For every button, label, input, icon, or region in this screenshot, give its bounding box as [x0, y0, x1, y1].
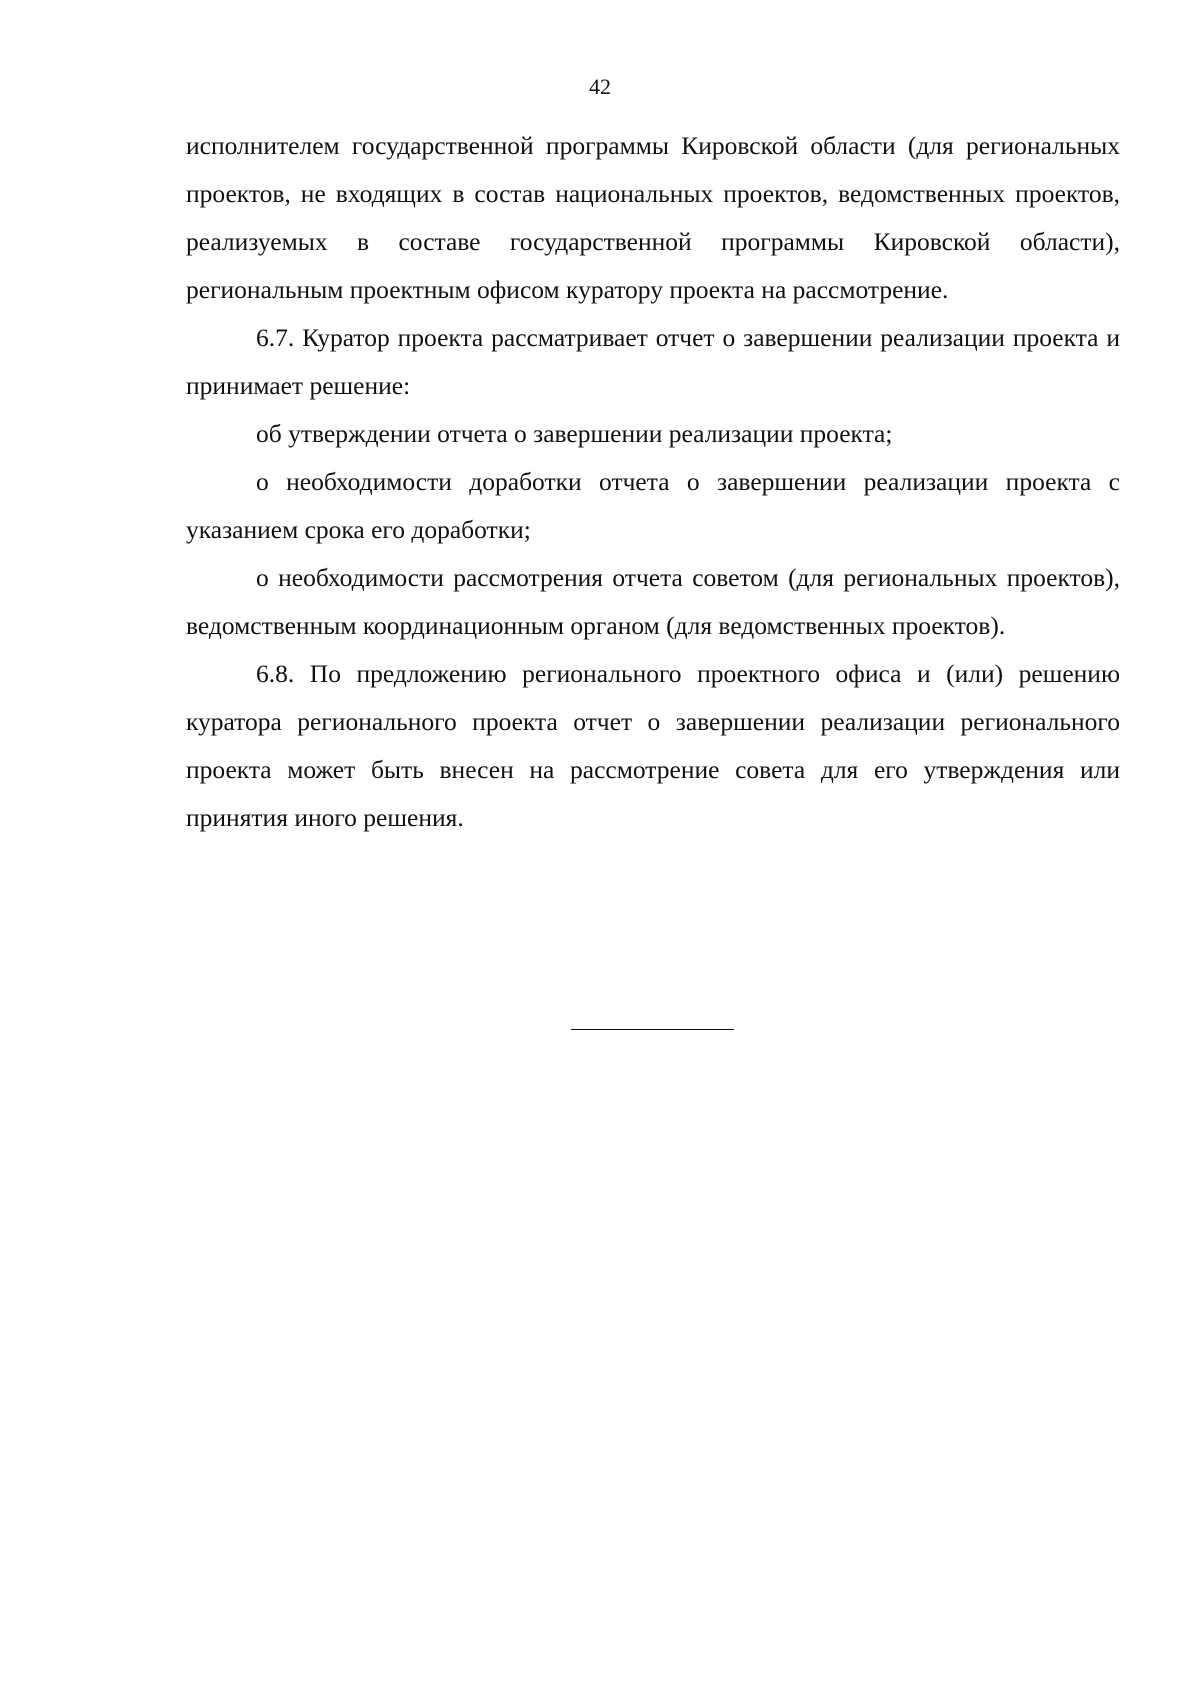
end-separator-line — [571, 1029, 734, 1030]
paragraph-item-6-7: 6.7. Куратор проекта рассматривает отчет о завершении реализации проекта и принимает решение: — [186, 323, 1120, 400]
document-body — [186, 122, 1120, 842]
paragraph-continuation: исполнителем государственной программы Кировской области (для региональных проектов, не входящих в состав национальных проектов, ведомственных проектов, реализуемых в составе государственной программы Кировской области), региональным проектным офисом куратору проекта на рассмотрение. — [186, 131, 1120, 304]
paragraph-item-6-8: 6.8. По предложению регионального проектного офиса и (или) решению куратора регионального проекта отчет о завершении реализации регионального проекта может быть внесен на рассмотрение совета для его утверждения или принятия иного решения. — [186, 659, 1120, 832]
page-number: 42 — [589, 74, 611, 99]
paragraph-option-approve: об утверждении отчета о завершении реализации проекта; — [256, 419, 893, 448]
paragraph-option-revise: о необходимости доработки отчета о завершении реализации проекта с указанием срока его доработки; — [186, 467, 1120, 544]
paragraph-option-review: о необходимости рассмотрения отчета советом (для региональных проектов), ведомственным координационным органом (для ведомственных проектов). — [186, 563, 1120, 640]
